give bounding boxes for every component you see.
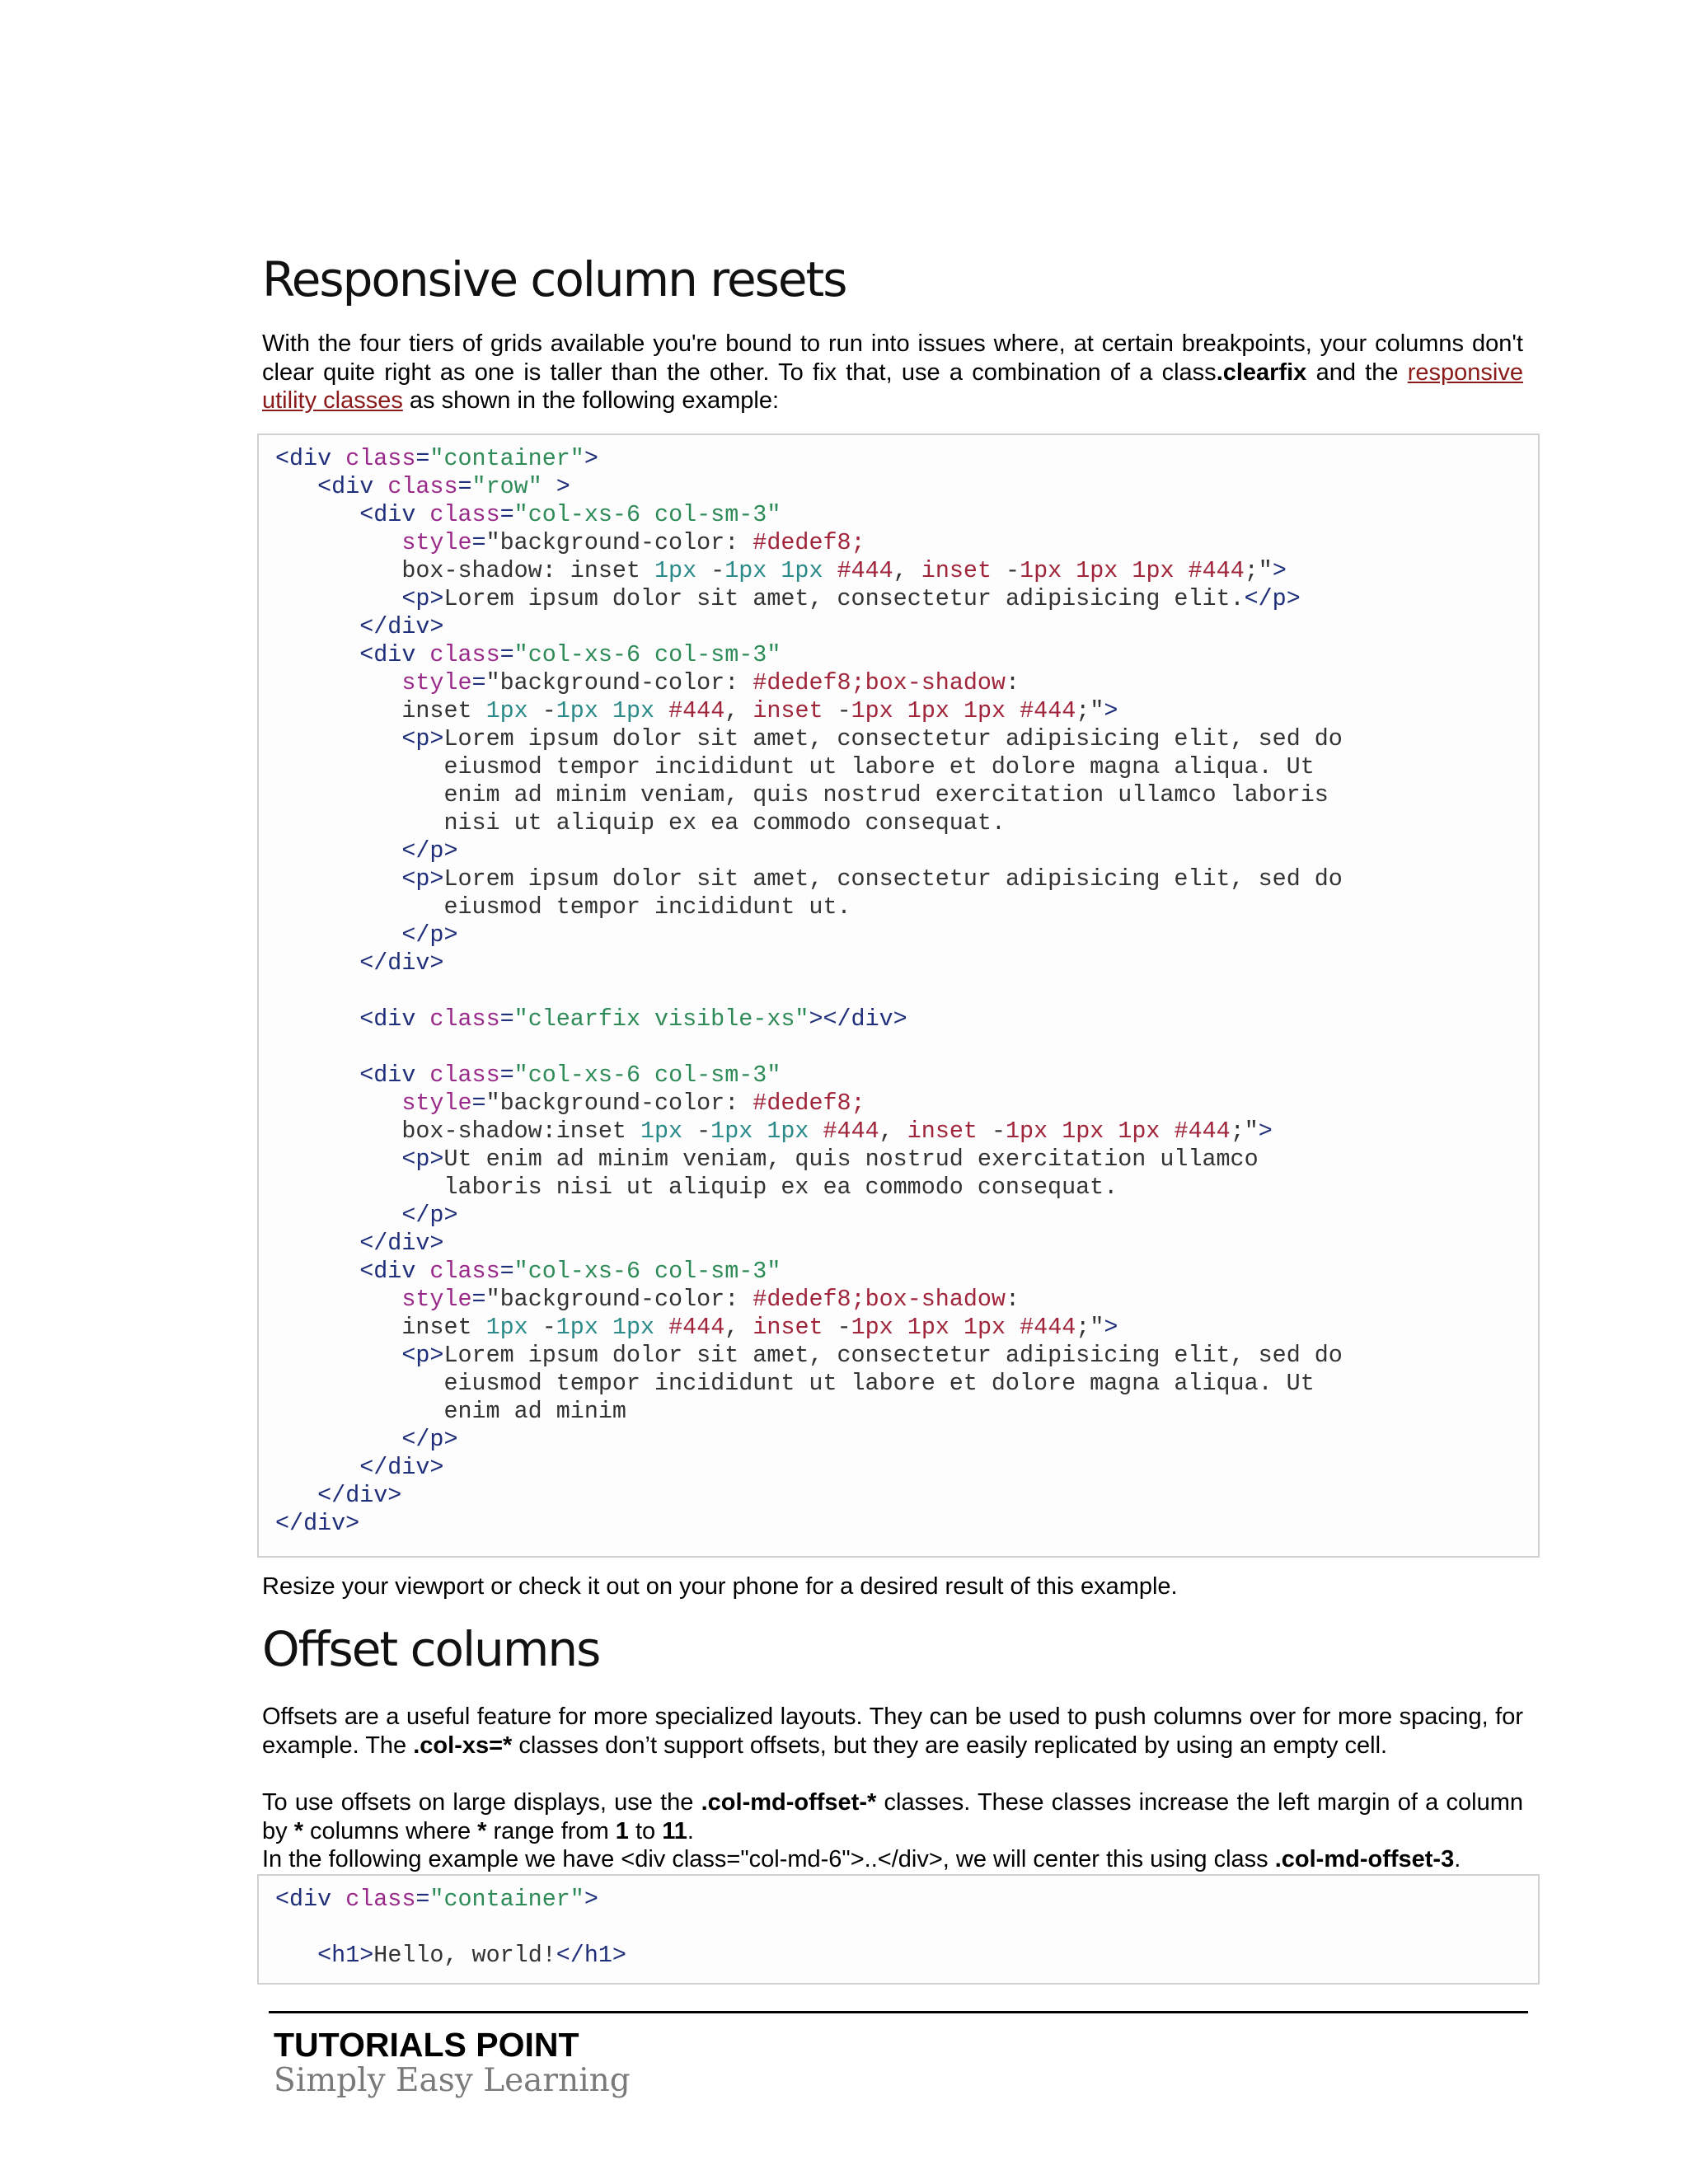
code-token: ;": [1076, 1314, 1104, 1341]
code-token: 1px: [640, 1118, 683, 1145]
code-token: <div: [359, 1005, 430, 1033]
code-token: [1048, 1118, 1062, 1145]
code-token: enim ad minim: [275, 1398, 626, 1425]
code-token: inset: [753, 1314, 823, 1341]
code-line: [275, 1482, 1538, 1510]
code-line: [275, 1370, 1538, 1398]
offset-text: range from: [486, 1817, 616, 1844]
code-token: <p>: [401, 725, 444, 752]
code-token: class: [429, 641, 500, 668]
code-token: -: [823, 1314, 851, 1341]
code-token: Hello, world!: [373, 1942, 556, 1969]
code-token: [598, 1314, 612, 1341]
code-token: ,: [724, 1314, 753, 1341]
code-token: </p>: [401, 837, 458, 865]
code-token: "background-color:: [485, 1286, 753, 1313]
code-token: #444: [1188, 557, 1245, 584]
code-line: [275, 557, 1538, 585]
code-token: inset: [907, 1118, 978, 1145]
range-end: 11: [662, 1817, 687, 1844]
code-token: </div>: [317, 1482, 402, 1509]
code-line: [275, 1314, 1538, 1342]
code-token: 1px: [654, 557, 697, 584]
code-token: class: [429, 1258, 500, 1285]
code-token: #444: [1174, 1118, 1231, 1145]
code-token: "background-color:: [485, 669, 753, 696]
code-token: "background-color:: [485, 529, 753, 556]
code-line: [275, 893, 1538, 921]
code-token: [950, 697, 964, 724]
code-token: <p>: [401, 585, 444, 612]
code-line: [275, 1286, 1538, 1314]
footer-tagline: Simply Easy Learning: [274, 2062, 631, 2099]
code-token: =: [415, 1886, 430, 1913]
code-token: =: [499, 641, 514, 668]
code-line: [275, 669, 1538, 697]
code-line: [275, 977, 1538, 1005]
code-token: [275, 1062, 359, 1089]
asterisk-bold: *: [293, 1817, 303, 1844]
intro-paragraph: [262, 330, 1523, 415]
code-token: -: [823, 697, 851, 724]
code-token: [275, 1005, 359, 1033]
col-md-offset-3-class-name: .col-md-offset-3: [1274, 1846, 1455, 1872]
code-token: class: [429, 501, 500, 528]
code-token: "col-xs-6 col-sm-3": [513, 1062, 781, 1089]
code-token: [275, 1286, 401, 1313]
code-token: 1px: [963, 697, 1006, 724]
code-line: [275, 1258, 1538, 1286]
code-token: #444: [1020, 1314, 1076, 1341]
code-token: [1062, 557, 1076, 584]
code-token: [275, 1230, 359, 1257]
code-line: [275, 1886, 1538, 1914]
code-line: [275, 529, 1538, 557]
code-token: -: [682, 1118, 711, 1145]
code-token: 1px: [612, 697, 655, 724]
responsive-utility-classes-link[interactable]: responsive utility classes: [262, 359, 1523, 414]
code-token: =: [499, 1005, 514, 1033]
offset-text: Offsets are a useful feature for more specialized layouts. They can be used to push columns over for more spacing, for example. The: [262, 1704, 1523, 1759]
code-token: ,: [724, 697, 753, 724]
code-token: ;": [1076, 697, 1104, 724]
code-token: </p>: [401, 921, 458, 949]
code-token: "col-xs-6 col-sm-3": [513, 501, 781, 528]
intro-text: With the four tiers of grids available you're bound to run into issues where, at certain breakpoints, your columns don't clear quite right as one is taller than the other. To fix that, use a combination of a class: [262, 330, 1523, 386]
code-token: <div: [317, 473, 388, 500]
code-token: =: [499, 501, 514, 528]
offset-text: .: [1454, 1846, 1461, 1872]
code-token: class: [429, 1005, 500, 1033]
code-token: <div: [359, 641, 430, 668]
code-token: 1px: [781, 557, 823, 584]
code-token: "col-xs-6 col-sm-3": [513, 1258, 781, 1285]
code-token: [275, 669, 401, 696]
code-token: #444: [668, 697, 725, 724]
code-lines: [275, 1886, 1538, 1970]
code-token: [823, 557, 837, 584]
code-token: "row": [471, 473, 542, 500]
code-token: 1px: [1118, 1118, 1160, 1145]
code-token: [275, 837, 401, 865]
code-token: 1px: [767, 1118, 809, 1145]
code-token: [275, 1426, 401, 1453]
code-token: box-shadow: inset: [275, 557, 655, 584]
offset-paragraph-3: [262, 1845, 1523, 1874]
code-token: style: [401, 669, 472, 696]
code-line: [275, 865, 1538, 893]
range-start: 1: [615, 1817, 629, 1844]
code-line: [275, 1202, 1538, 1230]
code-token: 1px: [1006, 1118, 1048, 1145]
code-line: [275, 585, 1538, 613]
offset-paragraph-2: [262, 1788, 1523, 1845]
code-token: <div: [359, 501, 430, 528]
code-token: [753, 1118, 767, 1145]
code-token: <div: [275, 445, 346, 472]
code-lines: [275, 445, 1538, 1538]
code-token: style: [401, 529, 472, 556]
code-token: [275, 1342, 401, 1369]
code-line: [275, 1090, 1538, 1118]
code-token: >: [1258, 1118, 1273, 1145]
code-token: [1160, 1118, 1174, 1145]
code-token: inset: [275, 1314, 486, 1341]
code-token: [893, 1314, 907, 1341]
code-token: eiusmod tempor incididunt ut labore et dolore magna aliqua. Ut: [275, 753, 1315, 780]
code-token: [809, 1118, 823, 1145]
code-token: -: [528, 1314, 556, 1341]
code-token: [1104, 1118, 1118, 1145]
code-token: 1px: [1020, 557, 1062, 584]
code-token: 1px: [963, 1314, 1006, 1341]
code-token: [275, 949, 359, 977]
code-token: [654, 1314, 668, 1341]
code-token: [275, 1258, 359, 1285]
code-token: [893, 697, 907, 724]
code-token: "col-xs-6 col-sm-3": [513, 641, 781, 668]
footer-brand: TUTORIALS POINT: [274, 2026, 579, 2064]
offset-text: .: [687, 1817, 694, 1844]
code-token: [275, 613, 359, 640]
code-token: =: [471, 529, 486, 556]
code-token: </div>: [275, 1510, 360, 1537]
code-token: 1px: [851, 1314, 893, 1341]
col-md-offset-class-name: .col-md-offset-*: [701, 1789, 877, 1816]
code-token: inset: [753, 697, 823, 724]
code-token: [1175, 557, 1189, 584]
intro-text: as shown in the following example:: [402, 387, 780, 414]
code-token: [275, 1942, 317, 1969]
code-token: =: [499, 1062, 514, 1089]
code-line: [275, 1426, 1538, 1454]
code-token: eiusmod tempor incididunt ut.: [275, 893, 851, 921]
offset-text: classes don’t support offsets, but they are easily replicated by using an empty cell.: [512, 1732, 1388, 1759]
code-token: =: [471, 1286, 486, 1313]
code-token: [275, 1482, 317, 1509]
code-token: -: [696, 557, 725, 584]
code-token: 1px: [612, 1314, 655, 1341]
code-token: 1px: [1062, 1118, 1104, 1145]
code-token: 1px: [556, 697, 598, 724]
code-token: [275, 725, 401, 752]
code-token: 1px: [485, 1314, 528, 1341]
code-token: box-shadow:inset: [275, 1118, 640, 1145]
code-token: <div: [359, 1062, 430, 1089]
code-line: [275, 445, 1538, 473]
code-token: [275, 1202, 401, 1229]
code-token: ,: [879, 1118, 907, 1145]
code-token: [1006, 1314, 1020, 1341]
code-token: [598, 697, 612, 724]
clearfix-class-name: .clearfix: [1216, 359, 1307, 386]
code-token: ;": [1230, 1118, 1259, 1145]
code-token: 1px: [724, 557, 767, 584]
code-line: [275, 1033, 1538, 1062]
code-token: #444: [837, 557, 893, 584]
code-token: =: [457, 473, 472, 500]
code-token: <p>: [401, 1146, 444, 1173]
code-line: [275, 1342, 1538, 1370]
code-token: 1px: [851, 697, 893, 724]
code-token: #dedef8;box-shadow: [753, 669, 1006, 696]
code-token: class: [345, 1886, 416, 1913]
code-token: Ut enim ad minim veniam, quis nostrud exercitation ullamco: [443, 1146, 1259, 1173]
code-token: 1px: [1132, 557, 1175, 584]
code-line: [275, 1942, 1538, 1970]
code-token: Lorem ipsum dolor sit amet, consectetur adipisicing elit.: [443, 585, 1245, 612]
offset-text: classes. These classes increase the left margin of a column by: [262, 1789, 1523, 1844]
code-token: -: [991, 557, 1020, 584]
code-token: </h1>: [556, 1942, 626, 1969]
code-token: =: [471, 669, 486, 696]
code-token: <p>: [401, 1342, 444, 1369]
code-token: eiusmod tempor incididunt ut labore et dolore magna aliqua. Ut: [275, 1370, 1315, 1397]
code-token: [275, 865, 401, 893]
code-line: [275, 837, 1538, 865]
code-token: >: [1272, 557, 1287, 584]
code-token: >: [542, 473, 570, 500]
code-token: 1px: [907, 1314, 950, 1341]
code-token: <h1>: [317, 1942, 374, 1969]
code-token: #dedef8;box-shadow: [753, 1286, 1006, 1313]
code-token: >: [584, 1886, 598, 1913]
code-line: [275, 1454, 1538, 1482]
code-token: </p>: [401, 1426, 458, 1453]
code-line: [275, 641, 1538, 669]
code-line: [275, 1914, 1538, 1942]
col-xs-class-name: .col-xs=*: [413, 1732, 513, 1759]
code-token: [275, 585, 401, 612]
code-token: =: [415, 445, 430, 472]
code-line: [275, 697, 1538, 725]
code-token: Lorem ipsum dolor sit amet, consectetur adipisicing elit, sed do: [443, 725, 1343, 752]
code-token: #dedef8;: [753, 1090, 865, 1117]
code-token: [275, 501, 359, 528]
code-token: laboris nisi ut aliquip ex ea commodo consequat.: [275, 1174, 1118, 1201]
code-line: [275, 1510, 1538, 1538]
code-token: >: [584, 445, 598, 472]
code-token: #444: [1020, 697, 1076, 724]
intro-text: and the: [1306, 359, 1408, 386]
code-line: [275, 725, 1538, 753]
code-token: style: [401, 1090, 472, 1117]
code-token: #444: [668, 1314, 725, 1341]
code-token: "background-color:: [485, 1090, 753, 1117]
asterisk-bold: *: [477, 1817, 487, 1844]
offset-text: to: [628, 1817, 663, 1844]
code-token: [1118, 557, 1132, 584]
code-line: [275, 1146, 1538, 1174]
code-token: Lorem ipsum dolor sit amet, consectetur adipisicing elit, sed do: [443, 1342, 1343, 1369]
code-token: </p>: [1244, 585, 1301, 612]
code-token: :: [1005, 1286, 1020, 1313]
code-token: ,: [893, 557, 921, 584]
code-line: [275, 1230, 1538, 1258]
footer-divider: [269, 2011, 1528, 2013]
code-token: [275, 1146, 401, 1173]
section-heading-responsive-column-resets: Responsive column resets: [262, 251, 846, 307]
code-token: <div: [359, 1258, 430, 1285]
code-token: style: [401, 1286, 472, 1313]
code-token: [950, 1314, 964, 1341]
code-token: =: [471, 1090, 486, 1117]
code-token: [1006, 697, 1020, 724]
code-line: [275, 753, 1538, 781]
code-token: </div>: [359, 613, 444, 640]
code-token: ;": [1244, 557, 1273, 584]
code-token: <div: [275, 1886, 346, 1913]
code-token: [275, 1454, 359, 1481]
code-token: 1px: [556, 1314, 598, 1341]
code-token: class: [387, 473, 458, 500]
code-token: [275, 921, 401, 949]
code-token: :: [1005, 669, 1020, 696]
code-token: inset: [921, 557, 992, 584]
code-token: [275, 1090, 401, 1117]
code-token: "container": [429, 445, 584, 472]
code-token: nisi ut aliquip ex ea commodo consequat.: [275, 809, 1006, 837]
code-token: Lorem ipsum dolor sit amet, consectetur adipisicing elit, sed do: [443, 865, 1343, 893]
code-token: </div>: [359, 1230, 444, 1257]
code-token: </div>: [359, 949, 444, 977]
code-line: [275, 501, 1538, 529]
code-line: [275, 921, 1538, 949]
code-token: #dedef8;: [753, 529, 865, 556]
code-token: -: [977, 1118, 1006, 1145]
code-token: 1px: [485, 697, 528, 724]
code-token: [275, 473, 317, 500]
code-token: >: [1104, 1314, 1118, 1341]
code-token: <p>: [401, 865, 444, 893]
code-line: [275, 809, 1538, 837]
code-line: [275, 1398, 1538, 1426]
section-heading-offset-columns: Offset columns: [262, 1621, 600, 1677]
code-token: "clearfix visible-xs": [513, 1005, 809, 1033]
code-token: 1px: [1076, 557, 1118, 584]
code-token: #444: [823, 1118, 879, 1145]
resize-viewport-note: Resize your viewport or check it out on your phone for a desired result of this example.: [262, 1573, 1178, 1600]
code-token: [767, 557, 781, 584]
code-line: [275, 1062, 1538, 1090]
code-token: "container": [429, 1886, 584, 1913]
code-line: [275, 949, 1538, 977]
code-token: inset: [275, 697, 486, 724]
offset-paragraph-1: [262, 1703, 1523, 1760]
offset-text: To use offsets on large displays, use the: [262, 1789, 701, 1816]
offset-text: In the following example we have <div class="col-md-6">..</div>, we will center this using class: [262, 1846, 1275, 1872]
code-block-offset-columns: [257, 1874, 1540, 1985]
code-line: [275, 1005, 1538, 1033]
code-block-responsive-resets: [257, 434, 1540, 1558]
code-token: 1px: [710, 1118, 753, 1145]
code-line: [275, 1118, 1538, 1146]
code-token: -: [528, 697, 556, 724]
code-line: [275, 473, 1538, 501]
offset-text: columns where: [302, 1817, 478, 1844]
code-token: </div>: [359, 1454, 444, 1481]
code-line: [275, 613, 1538, 641]
code-token: class: [429, 1062, 500, 1089]
code-token: >: [1104, 697, 1118, 724]
code-token: class: [345, 445, 416, 472]
code-token: =: [499, 1258, 514, 1285]
code-line: [275, 1174, 1538, 1202]
code-token: ></div>: [809, 1005, 907, 1033]
code-token: [275, 641, 359, 668]
code-token: [275, 529, 401, 556]
code-line: [275, 781, 1538, 809]
code-token: enim ad minim veniam, quis nostrud exercitation ullamco laboris: [275, 781, 1329, 808]
code-token: </p>: [401, 1202, 458, 1229]
code-token: 1px: [907, 697, 950, 724]
code-token: [654, 697, 668, 724]
